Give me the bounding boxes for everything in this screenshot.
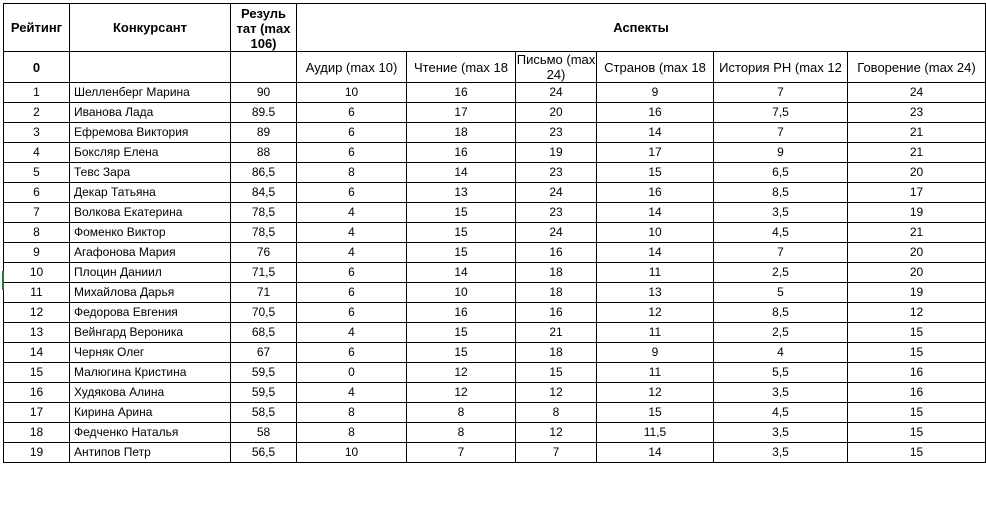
cell-rank[interactable]: 9 xyxy=(4,243,70,263)
cell-countries[interactable]: 9 xyxy=(597,83,714,103)
cell-result[interactable]: 58,5 xyxy=(231,403,297,423)
cell-audio[interactable]: 10 xyxy=(297,83,407,103)
cell-result[interactable]: 70,5 xyxy=(231,303,297,323)
cell-countries[interactable]: 12 xyxy=(597,303,714,323)
cell-countries[interactable]: 10 xyxy=(597,223,714,243)
cell-result[interactable]: 89.5 xyxy=(231,103,297,123)
cell-contestant[interactable]: Волкова Екатерина xyxy=(70,203,231,223)
cell-reading[interactable]: 13 xyxy=(407,183,516,203)
cell-reading[interactable]: 12 xyxy=(407,383,516,403)
cell-audio[interactable]: 4 xyxy=(297,223,407,243)
cell-rank[interactable]: 14 xyxy=(4,343,70,363)
cell-audio[interactable]: 8 xyxy=(297,403,407,423)
cell-speaking[interactable]: 20 xyxy=(848,263,986,283)
cell-history[interactable]: 7,5 xyxy=(714,103,848,123)
cell-writing[interactable]: 24 xyxy=(516,183,597,203)
cell-speaking[interactable]: 23 xyxy=(848,103,986,123)
table-row xyxy=(4,203,986,223)
cell-audio[interactable]: 6 xyxy=(297,263,407,283)
subheader-audio[interactable]: Аудир (max 10) xyxy=(297,52,407,83)
cell-history[interactable]: 6,5 xyxy=(714,163,848,183)
cell-audio[interactable]: 4 xyxy=(297,383,407,403)
cell-countries[interactable]: 14 xyxy=(597,443,714,463)
cell-rank[interactable]: 12 xyxy=(4,303,70,323)
cell-writing[interactable]: 12 xyxy=(516,383,597,403)
cell-countries[interactable]: 16 xyxy=(597,103,714,123)
cell-writing[interactable]: 7 xyxy=(516,443,597,463)
cell-result[interactable]: 84,5 xyxy=(231,183,297,203)
cell-audio[interactable]: 10 xyxy=(297,443,407,463)
cell-result[interactable]: 67 xyxy=(231,343,297,363)
cell-audio[interactable]: 6 xyxy=(297,303,407,323)
cell-speaking[interactable]: 20 xyxy=(848,243,986,263)
cell-speaking[interactable]: 20 xyxy=(848,163,986,183)
bottom-edge xyxy=(0,512,986,516)
cell-rank[interactable]: 16 xyxy=(4,383,70,403)
table-row xyxy=(4,83,986,103)
cell-contestant[interactable]: Федорова Евгения xyxy=(70,303,231,323)
cell-result[interactable]: 56,5 xyxy=(231,443,297,463)
subheader-history[interactable]: История РН (max 12 xyxy=(714,52,848,83)
cell-contestant[interactable]: Михайлова Дарья xyxy=(70,283,231,303)
cell-speaking[interactable]: 21 xyxy=(848,123,986,143)
cell-rank[interactable]: 6 xyxy=(4,183,70,203)
cell-rank[interactable]: 10 xyxy=(4,263,70,283)
cell-rank[interactable]: 2 xyxy=(4,103,70,123)
cell-reading[interactable]: 12 xyxy=(407,363,516,383)
subheader-row xyxy=(4,52,986,83)
cell-rank[interactable]: 18 xyxy=(4,423,70,443)
cell-speaking[interactable]: 16 xyxy=(848,363,986,383)
cell-rank[interactable]: 7 xyxy=(4,203,70,223)
cell-speaking[interactable]: 15 xyxy=(848,323,986,343)
cell-reading[interactable]: 14 xyxy=(407,163,516,183)
table-row xyxy=(4,243,986,263)
header-aspects[interactable]: Аспекты xyxy=(297,4,986,52)
cell-contestant[interactable]: Кирина Арина xyxy=(70,403,231,423)
cell-history[interactable]: 5 xyxy=(714,283,848,303)
cell-speaking[interactable]: 15 xyxy=(848,343,986,363)
cell-rank[interactable]: 19 xyxy=(4,443,70,463)
cell-writing[interactable]: 24 xyxy=(516,83,597,103)
cell-countries[interactable]: 9 xyxy=(597,343,714,363)
cell-contestant[interactable]: Вейнгард Вероника xyxy=(70,323,231,343)
table-row xyxy=(4,103,986,123)
subheader-empty-result[interactable] xyxy=(231,52,297,83)
cell-countries[interactable]: 15 xyxy=(597,403,714,423)
cell-contestant[interactable]: Боксляр Елена xyxy=(70,143,231,163)
cell-contestant[interactable]: Декар Татьяна xyxy=(70,183,231,203)
table-row xyxy=(4,323,986,343)
cell-rank[interactable]: 5 xyxy=(4,163,70,183)
table-row xyxy=(4,263,986,283)
cell-contestant[interactable]: Плоцин Даниил xyxy=(70,263,231,283)
cell-history[interactable]: 4,5 xyxy=(714,223,848,243)
table-row xyxy=(4,403,986,423)
cell-history[interactable]: 4 xyxy=(714,343,848,363)
cell-speaking[interactable]: 15 xyxy=(848,423,986,443)
cell-speaking[interactable]: 17 xyxy=(848,183,986,203)
selection-indicator xyxy=(2,271,4,290)
cell-audio[interactable]: 4 xyxy=(297,323,407,343)
cell-writing[interactable]: 18 xyxy=(516,263,597,283)
cell-audio[interactable]: 8 xyxy=(297,163,407,183)
table-row xyxy=(4,163,986,183)
cell-history[interactable]: 7 xyxy=(714,243,848,263)
cell-result[interactable]: 71,5 xyxy=(231,263,297,283)
cell-countries[interactable]: 13 xyxy=(597,283,714,303)
cell-reading[interactable]: 15 xyxy=(407,243,516,263)
cell-reading[interactable]: 15 xyxy=(407,323,516,343)
header-rank[interactable]: Рейтинг xyxy=(4,4,70,52)
cell-rank[interactable]: 4 xyxy=(4,143,70,163)
cell-writing[interactable]: 19 xyxy=(516,143,597,163)
cell-result[interactable]: 71 xyxy=(231,283,297,303)
cell-writing[interactable]: 24 xyxy=(516,223,597,243)
table-row xyxy=(4,303,986,323)
cell-writing[interactable]: 20 xyxy=(516,103,597,123)
cell-history[interactable]: 2,5 xyxy=(714,263,848,283)
cell-contestant[interactable]: Худякова Алина xyxy=(70,383,231,403)
cell-audio[interactable]: 6 xyxy=(297,343,407,363)
cell-reading[interactable]: 18 xyxy=(407,123,516,143)
cell-audio[interactable]: 6 xyxy=(297,283,407,303)
cell-history[interactable]: 3,5 xyxy=(714,203,848,223)
cell-rank[interactable]: 13 xyxy=(4,323,70,343)
cell-writing[interactable]: 16 xyxy=(516,243,597,263)
cell-rank[interactable]: 8 xyxy=(4,223,70,243)
header-row xyxy=(4,4,986,52)
cell-countries[interactable]: 15 xyxy=(597,163,714,183)
cell-speaking[interactable]: 19 xyxy=(848,203,986,223)
cell-history[interactable]: 5,5 xyxy=(714,363,848,383)
cell-contestant[interactable]: Фоменко Виктор xyxy=(70,223,231,243)
cell-result[interactable]: 88 xyxy=(231,143,297,163)
cell-audio[interactable]: 6 xyxy=(297,143,407,163)
cell-result[interactable]: 76 xyxy=(231,243,297,263)
subheader-empty-contestant[interactable] xyxy=(70,52,231,83)
cell-writing[interactable]: 23 xyxy=(516,123,597,143)
cell-audio[interactable]: 4 xyxy=(297,243,407,263)
cell-reading[interactable]: 10 xyxy=(407,283,516,303)
cell-audio[interactable]: 8 xyxy=(297,423,407,443)
header-result[interactable]: Резуль тат (max 106) xyxy=(231,4,297,52)
cell-countries[interactable]: 11 xyxy=(597,263,714,283)
cell-audio[interactable]: 6 xyxy=(297,183,407,203)
cell-contestant[interactable]: Федченко Наталья xyxy=(70,423,231,443)
table-row xyxy=(4,143,986,163)
cell-writing[interactable]: 16 xyxy=(516,303,597,323)
subheader-reading[interactable]: Чтение (max 18 xyxy=(407,52,516,83)
cell-rank[interactable]: 1 xyxy=(4,83,70,103)
cell-history[interactable]: 3,5 xyxy=(714,383,848,403)
cell-writing[interactable]: 23 xyxy=(516,203,597,223)
cell-speaking[interactable]: 15 xyxy=(848,443,986,463)
cell-result[interactable]: 78,5 xyxy=(231,203,297,223)
cell-speaking[interactable]: 15 xyxy=(848,403,986,423)
data-rows xyxy=(4,83,986,463)
cell-rank[interactable]: 15 xyxy=(4,363,70,383)
cell-reading[interactable]: 16 xyxy=(407,143,516,163)
cell-countries[interactable]: 11 xyxy=(597,363,714,383)
cell-audio[interactable]: 0 xyxy=(297,363,407,383)
cell-result[interactable]: 86,5 xyxy=(231,163,297,183)
cell-history[interactable]: 4,5 xyxy=(714,403,848,423)
cell-reading[interactable]: 8 xyxy=(407,403,516,423)
table-row xyxy=(4,223,986,243)
cell-audio[interactable]: 6 xyxy=(297,103,407,123)
cell-reading[interactable]: 7 xyxy=(407,443,516,463)
cell-result[interactable]: 59,5 xyxy=(231,383,297,403)
cell-writing[interactable]: 18 xyxy=(516,283,597,303)
cell-result[interactable]: 89 xyxy=(231,123,297,143)
cell-contestant[interactable]: Черняк Олег xyxy=(70,343,231,363)
cell-writing[interactable]: 21 xyxy=(516,323,597,343)
cell-history[interactable]: 7 xyxy=(714,83,848,103)
cell-contestant[interactable]: Шелленберг Марина xyxy=(70,83,231,103)
cell-speaking[interactable]: 16 xyxy=(848,383,986,403)
table-row xyxy=(4,123,986,143)
cell-reading[interactable]: 15 xyxy=(407,343,516,363)
cell-contestant[interactable]: Агафонова Мария xyxy=(70,243,231,263)
table-row xyxy=(4,343,986,363)
cell-rank[interactable]: 17 xyxy=(4,403,70,423)
cell-contestant[interactable]: Иванова Лада xyxy=(70,103,231,123)
cell-result[interactable]: 58 xyxy=(231,423,297,443)
cell-audio[interactable]: 6 xyxy=(297,123,407,143)
cell-countries[interactable]: 11,5 xyxy=(597,423,714,443)
cell-contestant[interactable]: Тевс Зара xyxy=(70,163,231,183)
cell-history[interactable]: 7 xyxy=(714,123,848,143)
cell-speaking[interactable]: 21 xyxy=(848,223,986,243)
table-row xyxy=(4,443,986,463)
cell-writing[interactable]: 18 xyxy=(516,343,597,363)
cell-writing[interactable]: 12 xyxy=(516,423,597,443)
cell-countries[interactable]: 12 xyxy=(597,383,714,403)
cell-speaking[interactable]: 24 xyxy=(848,83,986,103)
cell-contestant[interactable]: Ефремова Виктория xyxy=(70,123,231,143)
cell-rank[interactable]: 11 xyxy=(4,283,70,303)
cell-history[interactable]: 2,5 xyxy=(714,323,848,343)
cell-reading[interactable]: 14 xyxy=(407,263,516,283)
header-contestant[interactable]: Конкурсант xyxy=(70,4,231,52)
cell-writing[interactable]: 15 xyxy=(516,363,597,383)
cell-countries[interactable]: 17 xyxy=(597,143,714,163)
cell-reading[interactable]: 15 xyxy=(407,203,516,223)
subheader-speaking[interactable]: Говорение (max 24) xyxy=(848,52,986,83)
cell-history[interactable]: 3,5 xyxy=(714,423,848,443)
subheader-writing[interactable]: Письмо (max 24) xyxy=(516,52,596,82)
cell-countries[interactable]: 11 xyxy=(597,323,714,343)
table-row xyxy=(4,423,986,443)
cell-reading[interactable]: 8 xyxy=(407,423,516,443)
cell-speaking[interactable]: 12 xyxy=(848,303,986,323)
cell-speaking[interactable]: 19 xyxy=(848,283,986,303)
cell-countries[interactable]: 14 xyxy=(597,203,714,223)
cell-countries[interactable]: 16 xyxy=(597,183,714,203)
cell-result[interactable]: 59,5 xyxy=(231,363,297,383)
subheader-countries[interactable]: Странов (max 18 xyxy=(597,52,714,83)
cell-writing[interactable]: 8 xyxy=(516,403,597,423)
cell-history[interactable]: 9 xyxy=(714,143,848,163)
cell-history[interactable]: 3,5 xyxy=(714,443,848,463)
cell-reading[interactable]: 17 xyxy=(407,103,516,123)
cell-contestant[interactable]: Малюгина Кристина xyxy=(70,363,231,383)
cell-result[interactable]: 90 xyxy=(231,83,297,103)
cell-writing[interactable]: 23 xyxy=(516,163,597,183)
table-row xyxy=(4,383,986,403)
cell-audio[interactable]: 4 xyxy=(297,203,407,223)
subheader-rank-value[interactable]: 0 xyxy=(4,52,70,83)
cell-result[interactable]: 68,5 xyxy=(231,323,297,343)
cell-history[interactable]: 8,5 xyxy=(714,183,848,203)
results-spreadsheet xyxy=(3,3,986,463)
cell-contestant[interactable]: Антипов Петр xyxy=(70,443,231,463)
cell-rank[interactable]: 3 xyxy=(4,123,70,143)
cell-reading[interactable]: 16 xyxy=(407,303,516,323)
cell-history[interactable]: 8,5 xyxy=(714,303,848,323)
cell-reading[interactable]: 16 xyxy=(407,83,516,103)
cell-countries[interactable]: 14 xyxy=(597,243,714,263)
table-row xyxy=(4,283,986,303)
cell-speaking[interactable]: 21 xyxy=(848,143,986,163)
table-row xyxy=(4,363,986,383)
table-row xyxy=(4,183,986,203)
cell-reading[interactable]: 15 xyxy=(407,223,516,243)
cell-result[interactable]: 78,5 xyxy=(231,223,297,243)
cell-countries[interactable]: 14 xyxy=(597,123,714,143)
